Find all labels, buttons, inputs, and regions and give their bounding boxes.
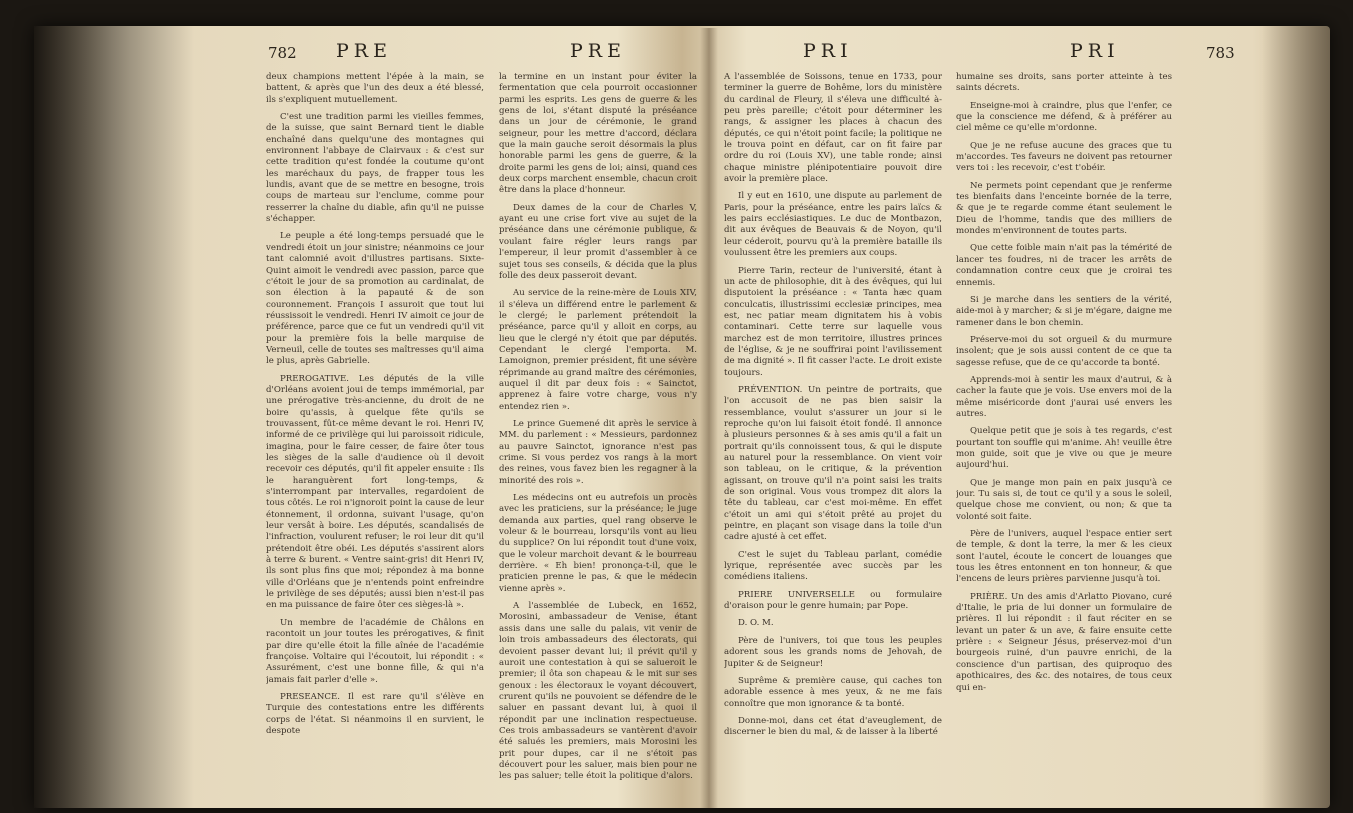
right-page-header [718,40,1258,66]
page-number: 783 [1206,44,1235,62]
left-page [186,40,701,805]
right-page [718,40,1258,805]
paragraph: Quelque petit que je sois à tes regards, c'est pourtant ton souffle qui m'anime. Ah! veuille être mon guide, soit que je vive ou que je meure aujourd'hui. [956,426,1172,471]
paragraph: humaine ses droits, sans porter atteinte à tes saints décrets. [956,72,1172,94]
paragraph: Il y eut en 1610, une dispute au parlement de Paris, pour la préséance, entre les pairs laïcs & les pairs ecclésiastiques. Le duc de Montbazon, dit aux évêques de Beauvais & de Noyon, qu'il leur céderoit, pourvu qu'à la première bataille ils voulussent être les premiers aux coups. [724,191,942,259]
running-head: PRI [803,40,853,62]
text-column-left [724,72,942,805]
paragraph: Que cette foible main n'ait pas la témérité de lancer tes foudres, ni de tracer les arrêts de condamnation contre ceux que je croirai tes ennemis. [956,243,1172,288]
paragraph: A l'assemblée de Lubeck, en 1652, Morosini, ambassadeur de Venise, étant assis dans une salle du palais, vit venir de loin trois ambassadeurs des électorats, qui devoient passer devant lui; il prévit qu'il y auroit une contestation à qui se salueroit le premier; il ôta son chapeau & le mit sur ses genoux : les électoraux le voyant découvert, crurent qu'ils ne pouvoient se défendre de le saluer en passant devant lui, à quoi il répondit par une inclination respectueuse. Ces trois ambassadeurs se vantèrent d'avoir été salués les premiers, mais Morosini les prit pour dupes, car il ne s'étoit pas découvert pour les saluer, mais bien pour ne les pas saluer; telle étoit la politique d'alors. [499,601,697,782]
book-gutter [700,28,718,808]
paragraph: Que je ne refuse aucune des graces que tu m'accordes. Tes faveurs ne doivent pas retourner vers toi : les recevoir, c'est t'obéir. [956,140,1172,174]
text-column-right [956,72,1172,805]
paragraph: Apprends-moi à sentir les maux d'autrui, & à cacher la faute que je vois. Use envers moi de la même miséricorde dont j'aurai usé envers les autres. [956,374,1172,419]
paragraph: deux champions mettent l'épée à la main, se battent, & après que l'un des deux a été blessé, ils s'expliquent mutuellement. [266,72,484,105]
running-head: PRE [336,40,392,62]
paragraph: Les médecins ont eu autrefois un procès avec les praticiens, sur la préséance; le juge demanda aux parties, quel rang observe le voleur & le bourreau, lorsqu'ils vont au lieu du supplice? On lui répondit tout d'une voix, que le voleur marchoit devant & le bourreau derrière. « Eh bien! prononça-t-il, que le praticien prenne le pas, & que le médecin vienne après ». [499,493,697,594]
left-page-header [186,40,701,66]
page-number: 782 [268,44,297,62]
paragraph: Père de l'univers, auquel l'espace entier sert de temple, & dont la terre, la mer & les cieux sont l'autel, écoute le concert de louanges que tous les êtres entonnent en ton honneur, & que l'encens de leurs prières parvienne jusqu'à toi. [956,529,1172,585]
paragraph: C'est une tradition parmi les vieilles femmes, de la suisse, que saint Bernard tient le diable enchaîné dans quelqu'une des montagnes qui environnent l'abbaye de Clairvaux : & c'est sur cette tradition qu'est fondée la coutume qu'ont les maréchaux du pays, de frapper tous les lundis, avant que de se mettre en besogne, trois coups de marteau sur l'enclume, comme pour resserrer la chaîne du diable, afin qu'il ne puisse s'échapper. [266,112,484,225]
paragraph: Préserve-moi du sot orgueil & du murmure insolent; que je sois aussi content de ce que ta sagesse refuse, que de ce qu'accorde ta bonté. [956,334,1172,368]
paragraph: Le peuple a été long-temps persuadé que le vendredi étoit un jour sinistre; néanmoins ce jour tant calomnié avoit d'illustres partisans. Sixte-Quint aimoit le vendredi avec passion, parce que c'étoit le jour de sa promotion au cardinalat, de son élection à la papauté & de son couronnement. François I assuroit que tout lui réussissoit le vendredi. Henri IV aimoit ce jour de préférence, parce que ce fut un vendredi qu'il vit pour la première fois la belle marquise de Verneuil, celle de toutes ses maîtresses qu'il aima le plus, après Gabrielle. [266,231,484,367]
paragraph: Au service de la reine-mère de Louis XIV, il s'éleva un différend entre le parlement & le clergé; le parlement prétendoit la préséance, parce qu'il y alloit en corps, au lieu que le clergé n'y étoit que par députés. Cependant le clergé l'emporta. M. Lamoignon, premier président, fit une sévère réprimande au grand maître des cérémonies, auquel il dit par deux fois : « Sainctot, apprenez à faire votre charge, vous n'y entendez rien ». [499,288,697,412]
running-head: PRE [570,40,626,62]
paragraph: A l'assemblée de Soissons, tenue en 1733, pour terminer la guerre de Bohême, lors du ministère du cardinal de Fleury, il s'éleva une difficulté à-peu près pareille; c'étoit pour déterminer les rangs, & assigner les places à chacun des députés, ce qui n'étoit point facile; la politique ne le trouva point en défaut, car on fit faire par ordre du roi (Louis XV), une table ronde; ainsi chaque ministre plénipotentiaire pouvoit dire avoir la première place. [724,72,942,185]
paragraph: Ne permets point cependant que je renferme tes bienfaits dans l'enceinte bornée de la terre, & que je te regarde comme étant seulement le Dieu de l'homme, tandis que des milliers de mondes m'environnent de toutes parts. [956,180,1172,237]
paragraph: Pierre Tarin, recteur de l'université, étant à un acte de philosophie, dit à des évêques, qui lui disputoient la préséance : « Tanta hæc quam conculcatis, illustrissimi ecclesiæ principes, mea est, nec patiar meam dignitatem his à vobis contaminari. Cette terre sur laquelle vous marchez est de mon territoire, illustres princes de l'église, & je ne souffrirai point l'avilissement de ma dignité ». Il fit casser l'acte. Le droit existe toujours. [724,265,942,378]
paragraph: Suprême & première cause, qui caches ton adorable essence à mes yeux, & ne me fais connoître que mon ignorance & ta bonté. [724,675,942,709]
left-page-columns [186,68,701,805]
right-page-columns [718,68,1258,805]
paragraph: Si je marche dans les sentiers de la vérité, aide-moi à y marcher; & si je m'égare, daigne me ramener dans le bon chemin. [956,294,1172,328]
paragraph: PRESEANCE. Il est rare qu'il s'élève en Turquie des contestations entre les différents corps de l'état. Si néanmoins il en survient, le despote [266,691,484,736]
paragraph: Enseigne-moi à craindre, plus que l'enfer, ce que la conscience me défend, & à préférer au ciel même ce qu'elle m'ordonne. [956,100,1172,134]
paragraph: PRIERE UNIVERSELLE ou formulaire d'oraison pour le genre humain; par Pope. [724,589,942,612]
paragraph: Deux dames de la cour de Charles V, ayant eu une crise fort vive au sujet de la préséance dans une cérémonie publique, & voulant faire régler leurs rangs par l'empereur, il leur promit d'assembler à ce sujet tous ses conseils, & décida que la plus folle des deux passeroit devant. [499,202,697,281]
paragraph: Que je mange mon pain en paix jusqu'à ce jour. Tu sais si, de tout ce qu'il y a sous le soleil, quelque chose me convient, ou non; & que ta volonté soit faite. [956,477,1172,522]
paragraph: la termine en un instant pour éviter la fermentation que cela pourroit occasionner parmi les esprits. Les gens de guerre & les gens de loi, s'étant disputé la préséance dans un jour de cérémonie, le grand seigneur, pour les mettre d'accord, déclara que la main gauche seroit désormais la plus honorable parmi les gens de guerre, & la droite parmi les gens de loi; ainsi, quand ces deux corps marchent ensemble, chacun croit être dans la place d'honneur. [499,72,697,196]
paragraph: PREROGATIVE. Les députés de la ville d'Orléans avoient joui de temps immémorial, par une prérogative très-ancienne, du droit de ne boire qu'assis, à quelque fête qu'ils se trouvassent, fût-ce même devant le roi. Henri IV, informé de ce privilège qui lui paroissoit ridicule, imagina, pour le faire cesser, de faire ôter tous les sièges de la salle d'audience où il devoit recevoir ces députés, qu'il fit appeler ensuite : Ils le haranguèrent fort long-temps, & s'interrompant par intervalles, regardoient de tous côtés. Le roi n'ignoroit point la cause de leur étonnement, il ordonna, suivant l'usage, qu'on leur versât à boire. Les députés, scandalisés de l'infraction, voulurent refuser; le roi leur dit qu'il prétendoit être obéi. Les députés s'assirent alors à terre & burent. « Ventre saint-gris! dit Henri IV, ils sont plus fins que moi; répondez à ma bonne ville d'Orléans que je n'entends point enfreindre le privilège de ses députés; aussi bien n'est-il pas en ma puissance de faire ôter ces sièges-là ». [266,373,484,611]
paragraph: Donne-moi, dans cet état d'aveuglement, de discerner le bien du mal, & de laisser à la liberté [724,715,942,738]
paragraph: Père de l'univers, toi que tous les peuples adorent sous les grands noms de Jehovah, de Jupiter & de Seigneur! [724,635,942,669]
paragraph: Le prince Guemené dit après le service à MM. du parlement : « Messieurs, pardonnez au pauvre Sainctot, ignorance n'est pas crime. Si vous perdez vos rangs à la mort des reines, vous favez bien les regagner à la minorité des rois ». [499,418,697,486]
paragraph: D. O. M. [738,618,774,629]
paragraph: PRIÈRE. Un des amis d'Arlatto Piovano, curé d'Italie, le pria de lui donner un formulaire de prières. Il lui répondit : il faut réciter en se levant un pater & un ave, & faire ensuite cette prière : « Seigneur Jésus, préservez-moi d'un bourgeois ruiné, d'un pauvre enrichi, de la conscience d'un partisan, des quiproquo des apothicaires, des &c. des notaires, de tous ceux qui en- [956,591,1172,693]
text-column-right [499,72,697,805]
paragraph: C'est le sujet du Tableau parlant, comédie lyrique, représentée avec succès par les comédiens italiens. [724,549,942,583]
paragraph: Un membre de l'académie de Châlons en racontoit un jour toutes les prérogatives, & finit par dire qu'elle étoit la fille aînée de l'académie françoise. Voltaire qui l'écoutoit, lui répondit : « Assurément, c'est une bonne fille, & qui n'a jamais fait parler d'elle ». [266,617,484,685]
text-column-left [266,72,484,805]
running-head: PRI [1070,40,1120,62]
paragraph: PRÉVENTION. Un peintre de portraits, que l'on accusoit de ne pas bien saisir la ressemblance, voulut s'assurer un jour si le reproche qu'on lui faisoit étoit fondé. Il annonce à plusieurs personnes & à ses amis qu'il a fait un portrait qu'ils connoissent tous, & qui le dispute au naturel pour la ressemblance. On vient voir son tableau, on le critique, & la prévention agissant, on trouve qu'il n'a point saisi les traits de son original. Vous vous trompez dit alors la tête du tableau, car c'est moi-même. En effet c'étoit un ami qui s'étoit prêté au projet du peintre, en plaçant son visage dans la toile d'un cadre ajusté à cet effet. [724,384,942,543]
